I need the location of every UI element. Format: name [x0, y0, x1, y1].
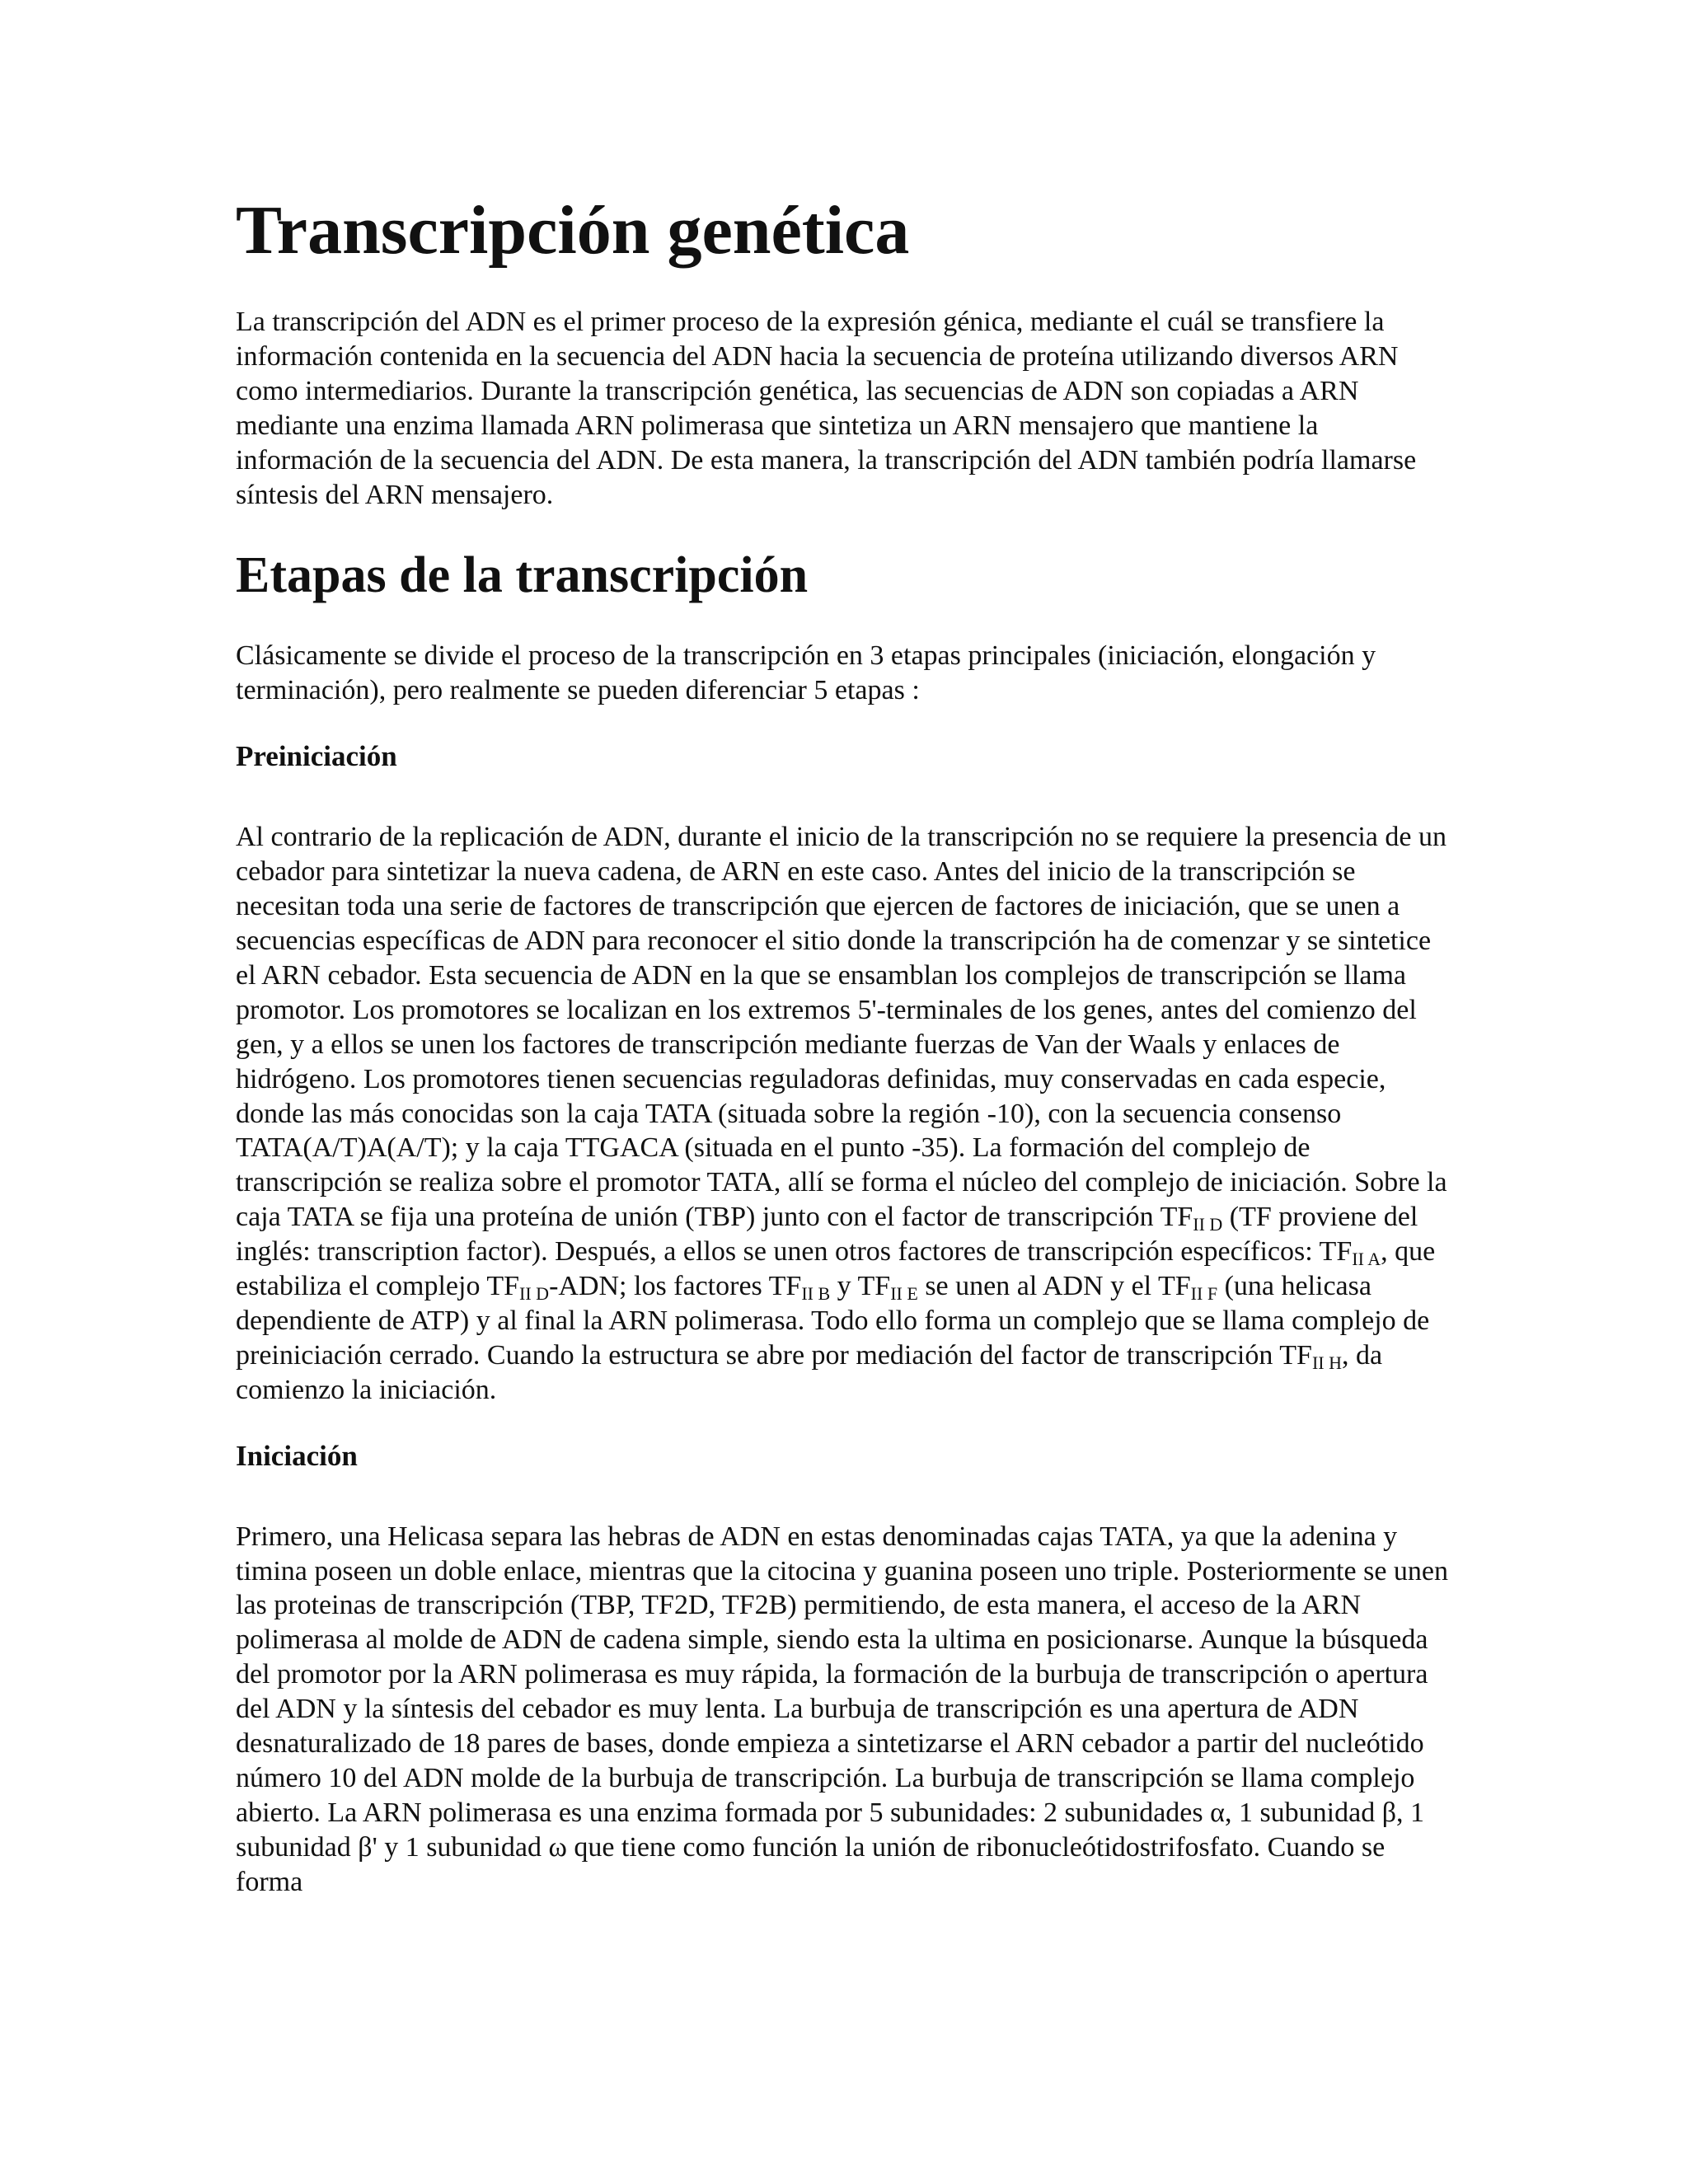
subscript-tf-iif: II F — [1190, 1283, 1218, 1305]
preiniciacion-text-3: , que estabiliza el complejo TF — [236, 1236, 1436, 1302]
subscript-tf-iih: II H — [1311, 1352, 1342, 1373]
subscript-tf-iie: II E — [890, 1283, 918, 1305]
subscript-tf-iid: II D — [1193, 1214, 1223, 1235]
iniciacion-paragraph: Primero, una Helicasa separa las hebras de ADN en estas denominadas cajas TATA, ya que la adenina y timina poseen un doble enlace, mientras que la citocina y guanina poseen uno triple. Posteriormente se unen las proteinas de transcripción (TBP, TF2D, TF2B) permitiendo, de esta manera, el acceso de la ARN polimerasa al molde de ADN de cadena simple, siendo esta la ultima en posicionarse. Aunque la búsqueda del promotor por la ARN polimerasa es muy rápida, la formación de la burbuja de transcripción o apertura del ADN y la síntesis del cebador es muy lenta. La burbuja de transcripción es una apertura de ADN desnaturalizado de 18 pares de bases, donde empieza a sintetizarse el ARN cebador a partir del nucleótido número 10 del ADN molde de la burbuja de transcripción. La burbuja de transcripción se llama complejo abierto. La ARN polimerasa es una enzima formada por 5 subunidades: 2 subunidades α, 1 subunidad β, 1 subunidad β' y 1 subunidad ω que tiene como función la unión de ribonucleótidostrifosfato. Cuando se forma — [236, 1521, 1448, 1897]
preiniciacion-text-7: (una helicasa dependiente de ATP) y al final la ARN polimerasa. Todo ello forma un complejo que se llama complejo de preiniciación cerrado. Cuando la estructura se abre por mediación del factor de transcripción TF — [236, 1271, 1430, 1371]
subscript-tf-iia: II A — [1352, 1249, 1381, 1270]
section-title: Etapas de la transcripción — [236, 547, 809, 604]
section-intro-paragraph: Clásicamente se divide el proceso de la transcripción en 3 etapas principales (iniciación, elongación y terminación), pero realmente se pueden diferenciar 5 etapas : — [236, 640, 1376, 706]
iniciacion-heading: Iniciación — [236, 1439, 358, 1472]
subscript-tf-iid-2: II D — [519, 1283, 550, 1305]
preiniciacion-text-8: , da comienzo la iniciación. — [236, 1339, 1383, 1405]
preiniciacion-text-4: -ADN; los factores TF — [549, 1271, 802, 1302]
document-title: Transcripción genética — [236, 192, 910, 269]
preiniciacion-text-6: se unen al ADN y el TF — [917, 1271, 1191, 1302]
preiniciacion-heading: Preiniciación — [236, 740, 397, 773]
preiniciacion-text-5: y TF — [830, 1271, 891, 1302]
preiniciacion-text-2: (TF proviene del inglés: transcription factor). Después, a ellos se unen otros factores de transcripción específicos: TF — [236, 1202, 1418, 1268]
document-page — [236, 190, 1456, 1900]
subscript-tf-iib: II B — [801, 1283, 831, 1305]
preiniciacion-paragraph — [236, 820, 1456, 1407]
intro-paragraph: La transcripción del ADN es el primer proceso de la expresión génica, mediante el cuál se transfiere la información contenida en la secuencia del ADN hacia la secuencia de proteína utilizando diversos ARN como intermediarios. Durante la transcripción genética, las secuencias de ADN son copiadas a ARN mediante una enzima llamada ARN polimerasa que sintetiza un ARN mensajero que mantiene la información de la secuencia del ADN. De esta manera, la transcripción del ADN también podría llamarse síntesis del ARN mensajero. — [236, 307, 1417, 510]
preiniciacion-text-1: Al contrario de la replicación de ADN, durante el inicio de la transcripción no se requiere la presencia de un cebador para sintetizar la nueva cadena, de ARN en este caso. Antes del inicio de la transcripción se necesitan toda una serie de factores de transcripción que ejercen de factores de iniciación, que se unen a secuencias específicas de ADN para reconocer el sitio donde la transcripción ha de comenzar y se sintetice el ARN cebador. Esta secuencia de ADN en la que se ensamblan los complejos de transcripción se llama promotor. Los promotores se localizan en los extremos 5'-terminales de los genes, antes del comienzo del gen, y a ellos se unen los factores de transcripción mediante fuerzas de Van der Waals y enlaces de hidrógeno. Los promotores tienen secuencias reguladoras definidas, muy conservadas en cada especie, donde las más conocidas son la caja TATA (situada sobre la región -10), con la secuencia consenso TATA(A/T)A(A/T); y la caja TTGACA (situada en el punto -35). La formación del complejo de transcripción se realiza sobre el promotor TATA, allí se forma el núcleo del complejo de iniciación. Sobre la caja TATA se fija una proteína de unión (TBP) junto con el factor de transcripción TF — [236, 822, 1447, 1233]
